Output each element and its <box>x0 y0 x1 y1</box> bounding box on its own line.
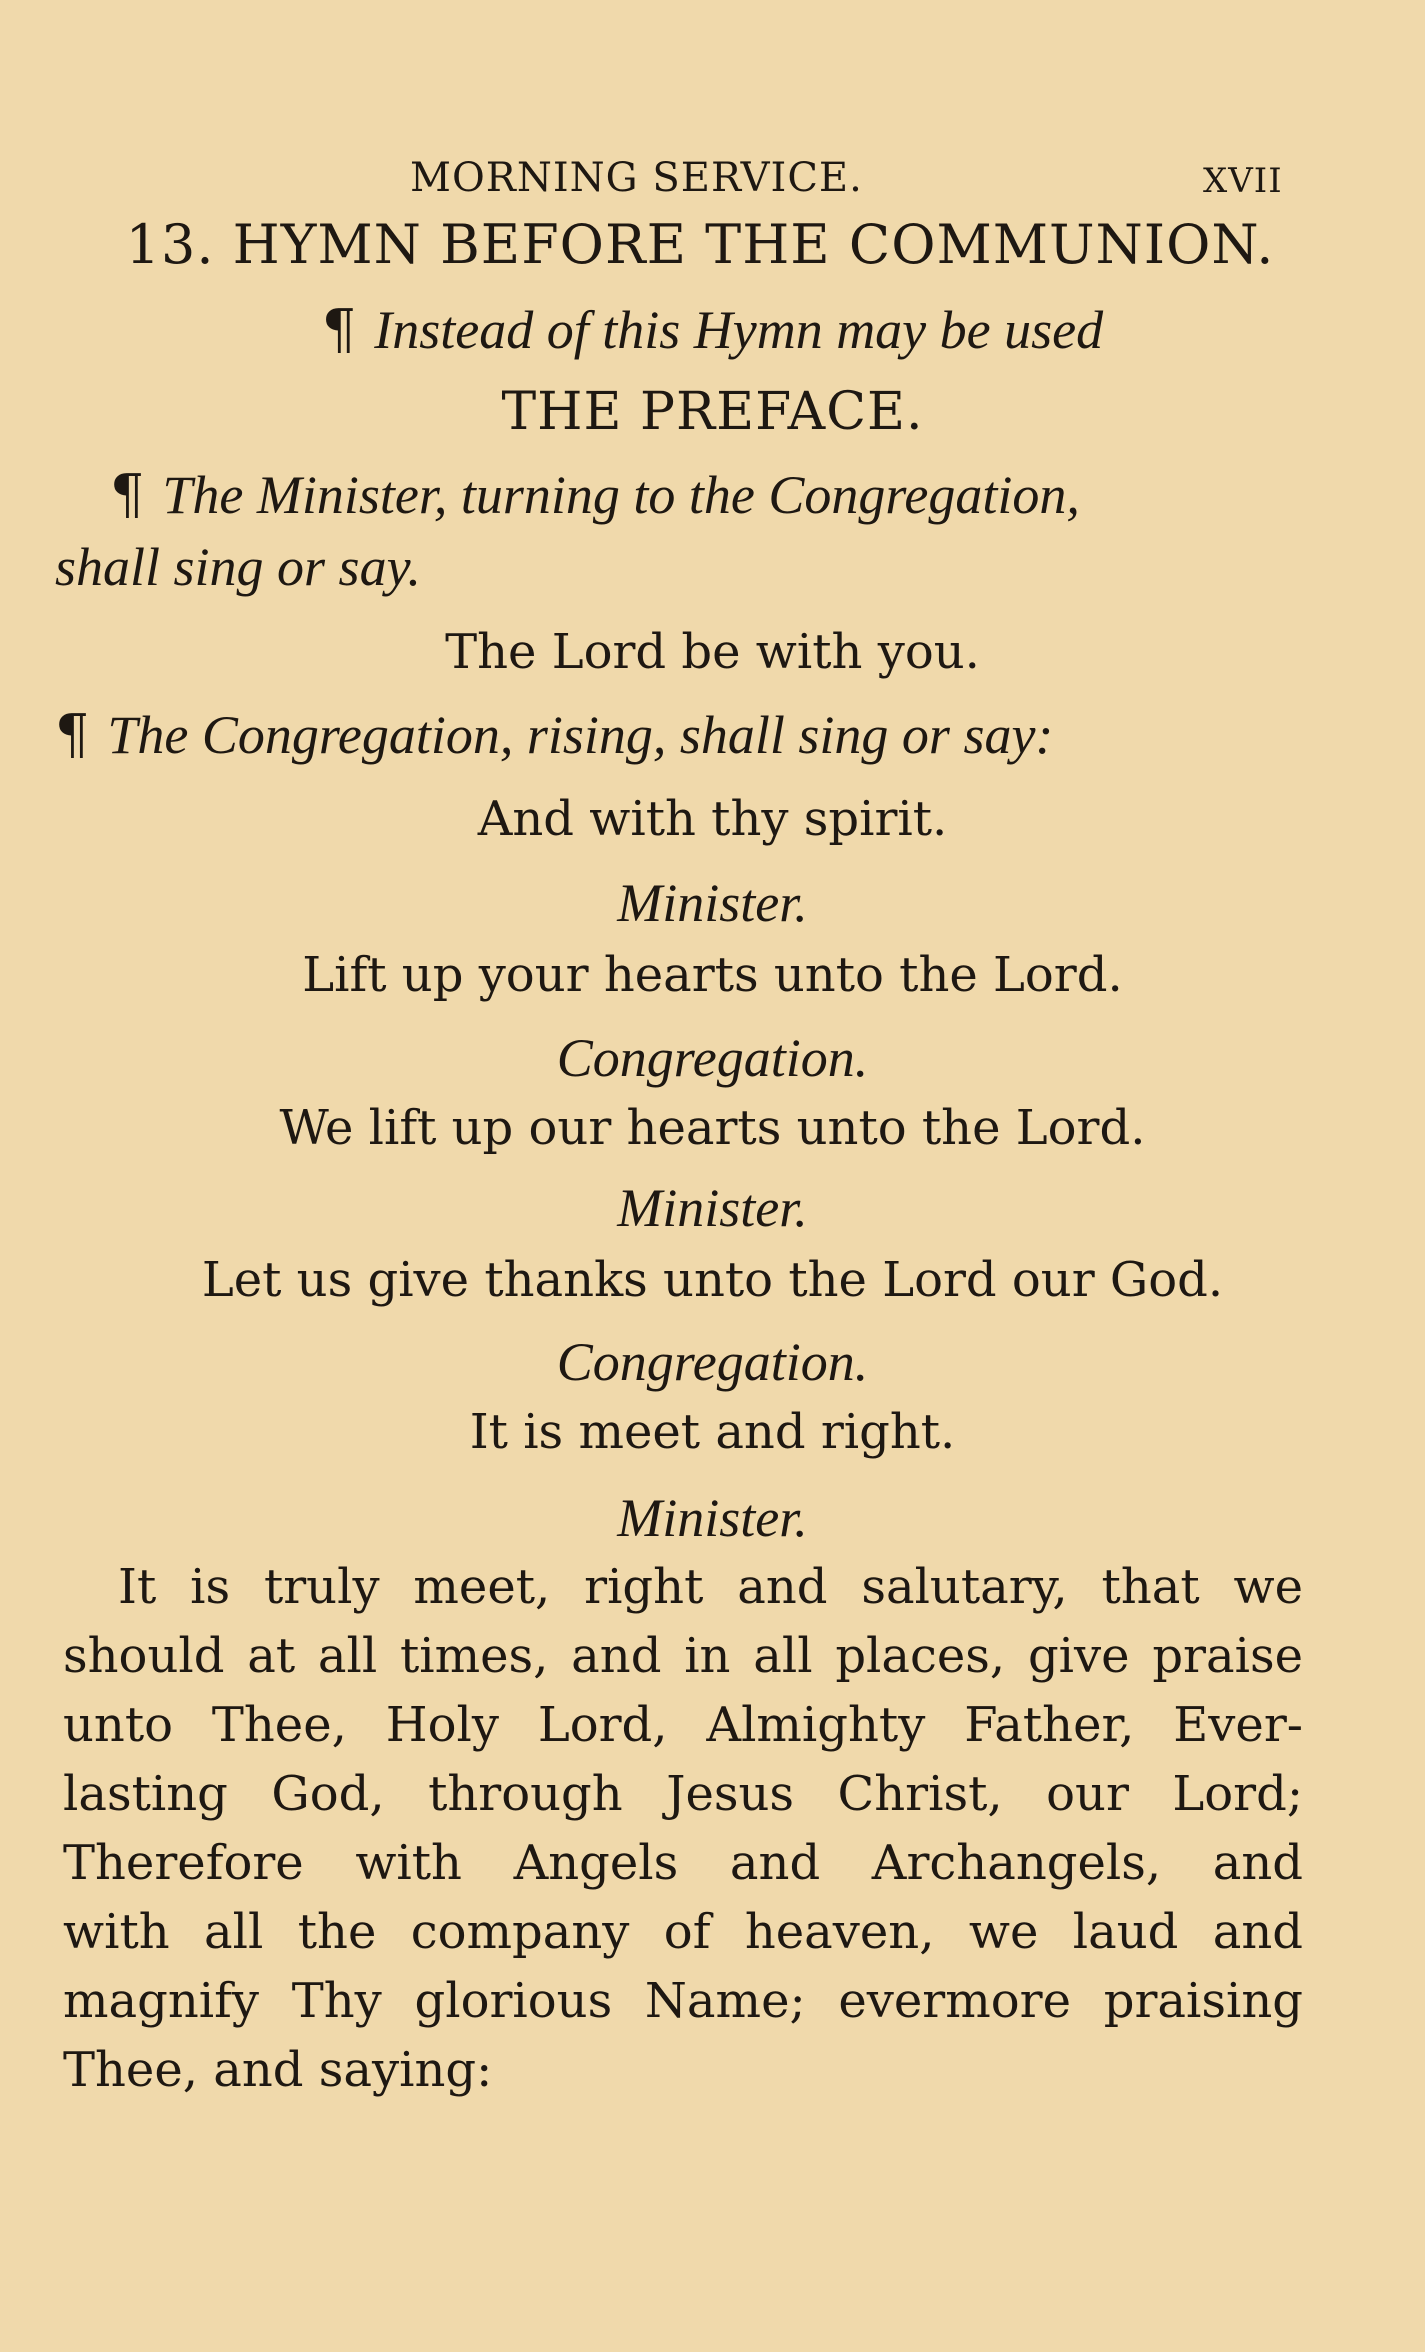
versicle: Lift up your hearts unto the Lord. <box>302 947 1123 1003</box>
speaker: Minister. <box>617 1178 808 1238</box>
versicle: The Lord be with you. <box>445 624 980 680</box>
response: And with thy spirit. <box>477 791 948 847</box>
response: We lift up our hearts unto the Lord. <box>279 1100 1146 1156</box>
preface-line: Therefore with Angels and Archangels, and <box>63 1835 1303 1891</box>
speaker: Minister. <box>617 1488 808 1548</box>
speaker: Congregation. <box>556 1028 869 1088</box>
preface-line: It is truly meet, right and salutary, that we <box>118 1559 1303 1615</box>
rubric-3: ¶ The Congregation, rising, shall sing or say: <box>55 703 1054 766</box>
preface-line: Thee, and saying: <box>63 2042 493 2098</box>
running-title: MORNING SERVICE. <box>410 155 863 201</box>
rubric-2-cont: shall sing or say. <box>55 537 422 597</box>
rubric-1: ¶ Instead of this Hymn may be used <box>321 298 1104 361</box>
versicle: Let us give thanks unto the Lord our God. <box>201 1252 1224 1308</box>
rubric-2: ¶ The Minister, turning to the Congregation, <box>110 463 1080 526</box>
page-number: XVII <box>1203 161 1283 201</box>
section-title: 13. HYMN BEFORE THE COMMUNION. <box>125 213 1275 276</box>
preface-line: should at all times, and in all places, give praise <box>63 1628 1303 1684</box>
subheading: THE PREFACE. <box>501 382 924 442</box>
preface-paragraph <box>63 1553 1303 2105</box>
speaker: Minister. <box>617 873 808 933</box>
response: It is meet and right. <box>469 1404 956 1460</box>
preface-line: magnify Thy glorious Name; evermore praising <box>63 1973 1303 2029</box>
speaker: Congregation. <box>556 1332 869 1392</box>
preface-line: with all the company of heaven, we laud and <box>63 1904 1303 1960</box>
preface-line: unto Thee, Holy Lord, Almighty Father, Ever- <box>63 1697 1303 1753</box>
preface-line: lasting God, through Jesus Christ, our Lord; <box>63 1766 1303 1822</box>
